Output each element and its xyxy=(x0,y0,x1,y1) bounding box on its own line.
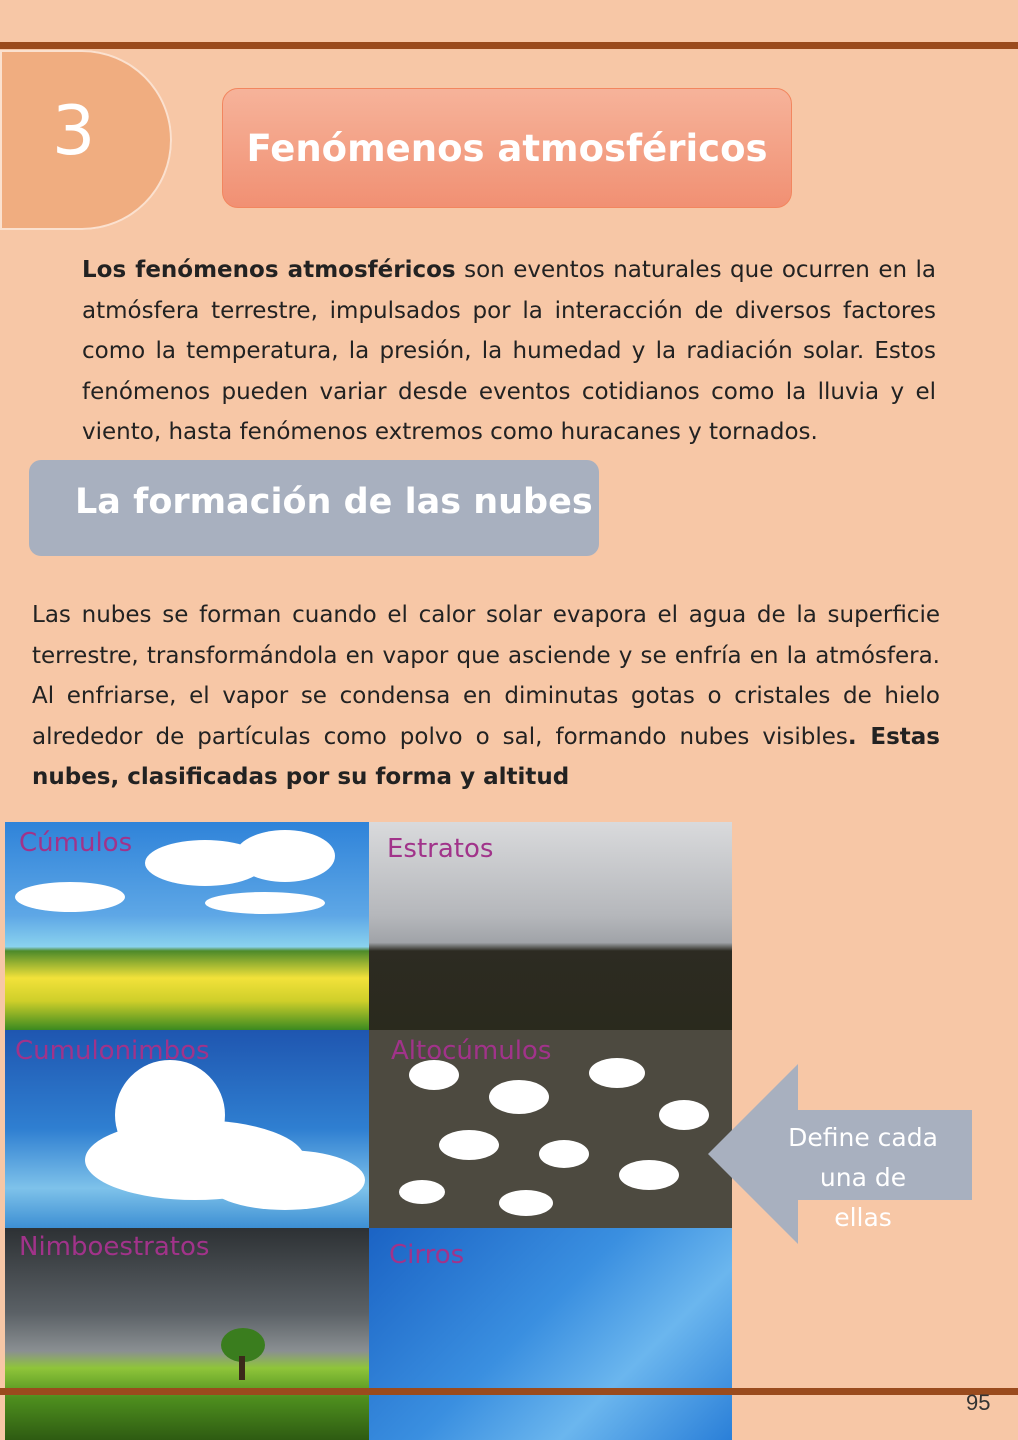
body-text: Las nubes se forman cuando el calor solar evapora el agua de la superficie terrestre, transformándola en vapor que asciende y se enfría en la atmósfera. Al enfriarse, el vapor se condensa en diminutas gotas o cristales de hielo alrededor de partículas como polvo o sal, formando nubes visibles xyxy=(32,602,940,750)
cloud-label: Estratos xyxy=(387,834,494,864)
cloud-label: Altocúmulos xyxy=(391,1036,552,1066)
cloud-photo-nimboestratos xyxy=(5,1228,369,1440)
bottom-rule xyxy=(0,1388,1018,1395)
title-box xyxy=(222,88,792,208)
body-paragraph xyxy=(32,595,940,798)
section-subtitle: La formación de las nubes xyxy=(75,482,593,522)
cloud-photo-cumulos xyxy=(5,822,369,1030)
cloud-label: Cumulonimbos xyxy=(15,1036,210,1066)
cloud-photo-estratos xyxy=(369,822,732,1030)
body-tail: . Estas nubes, clasificadas por su forma y altitud xyxy=(32,723,940,790)
top-rule xyxy=(0,42,1018,49)
intro-paragraph xyxy=(82,250,936,453)
cloud-photo-cirros xyxy=(369,1228,732,1440)
cloud-photo-cumulonimbos xyxy=(5,1030,369,1228)
subtitle-box xyxy=(29,460,599,556)
cloud-photo-altocumulos xyxy=(369,1030,732,1228)
cloud-photo-grid xyxy=(5,822,732,1440)
cloud-label: Nimboestratos xyxy=(19,1232,210,1262)
page-number: 95 xyxy=(966,1390,991,1415)
intro-text: son eventos naturales que ocurren en la atmósfera terrestre, impulsados por la interacción de diversos factores como la temperatura, la presión, la humedad y la radiación solar. Estos fenómenos pueden variar desde eventos cotidianos como la lluvia y el viento, hasta fenómenos extremos como huracanes y tornados. xyxy=(82,257,936,445)
chapter-number: 3 xyxy=(52,92,96,171)
cloud-label: Cirros xyxy=(389,1240,465,1270)
callout-text: Define cada una de ellas xyxy=(788,1123,938,1232)
page-title: Fenómenos atmosféricos xyxy=(246,126,768,170)
cloud-label: Cúmulos xyxy=(19,828,133,858)
intro-lead: Los fenómenos atmosféricos xyxy=(82,257,456,283)
